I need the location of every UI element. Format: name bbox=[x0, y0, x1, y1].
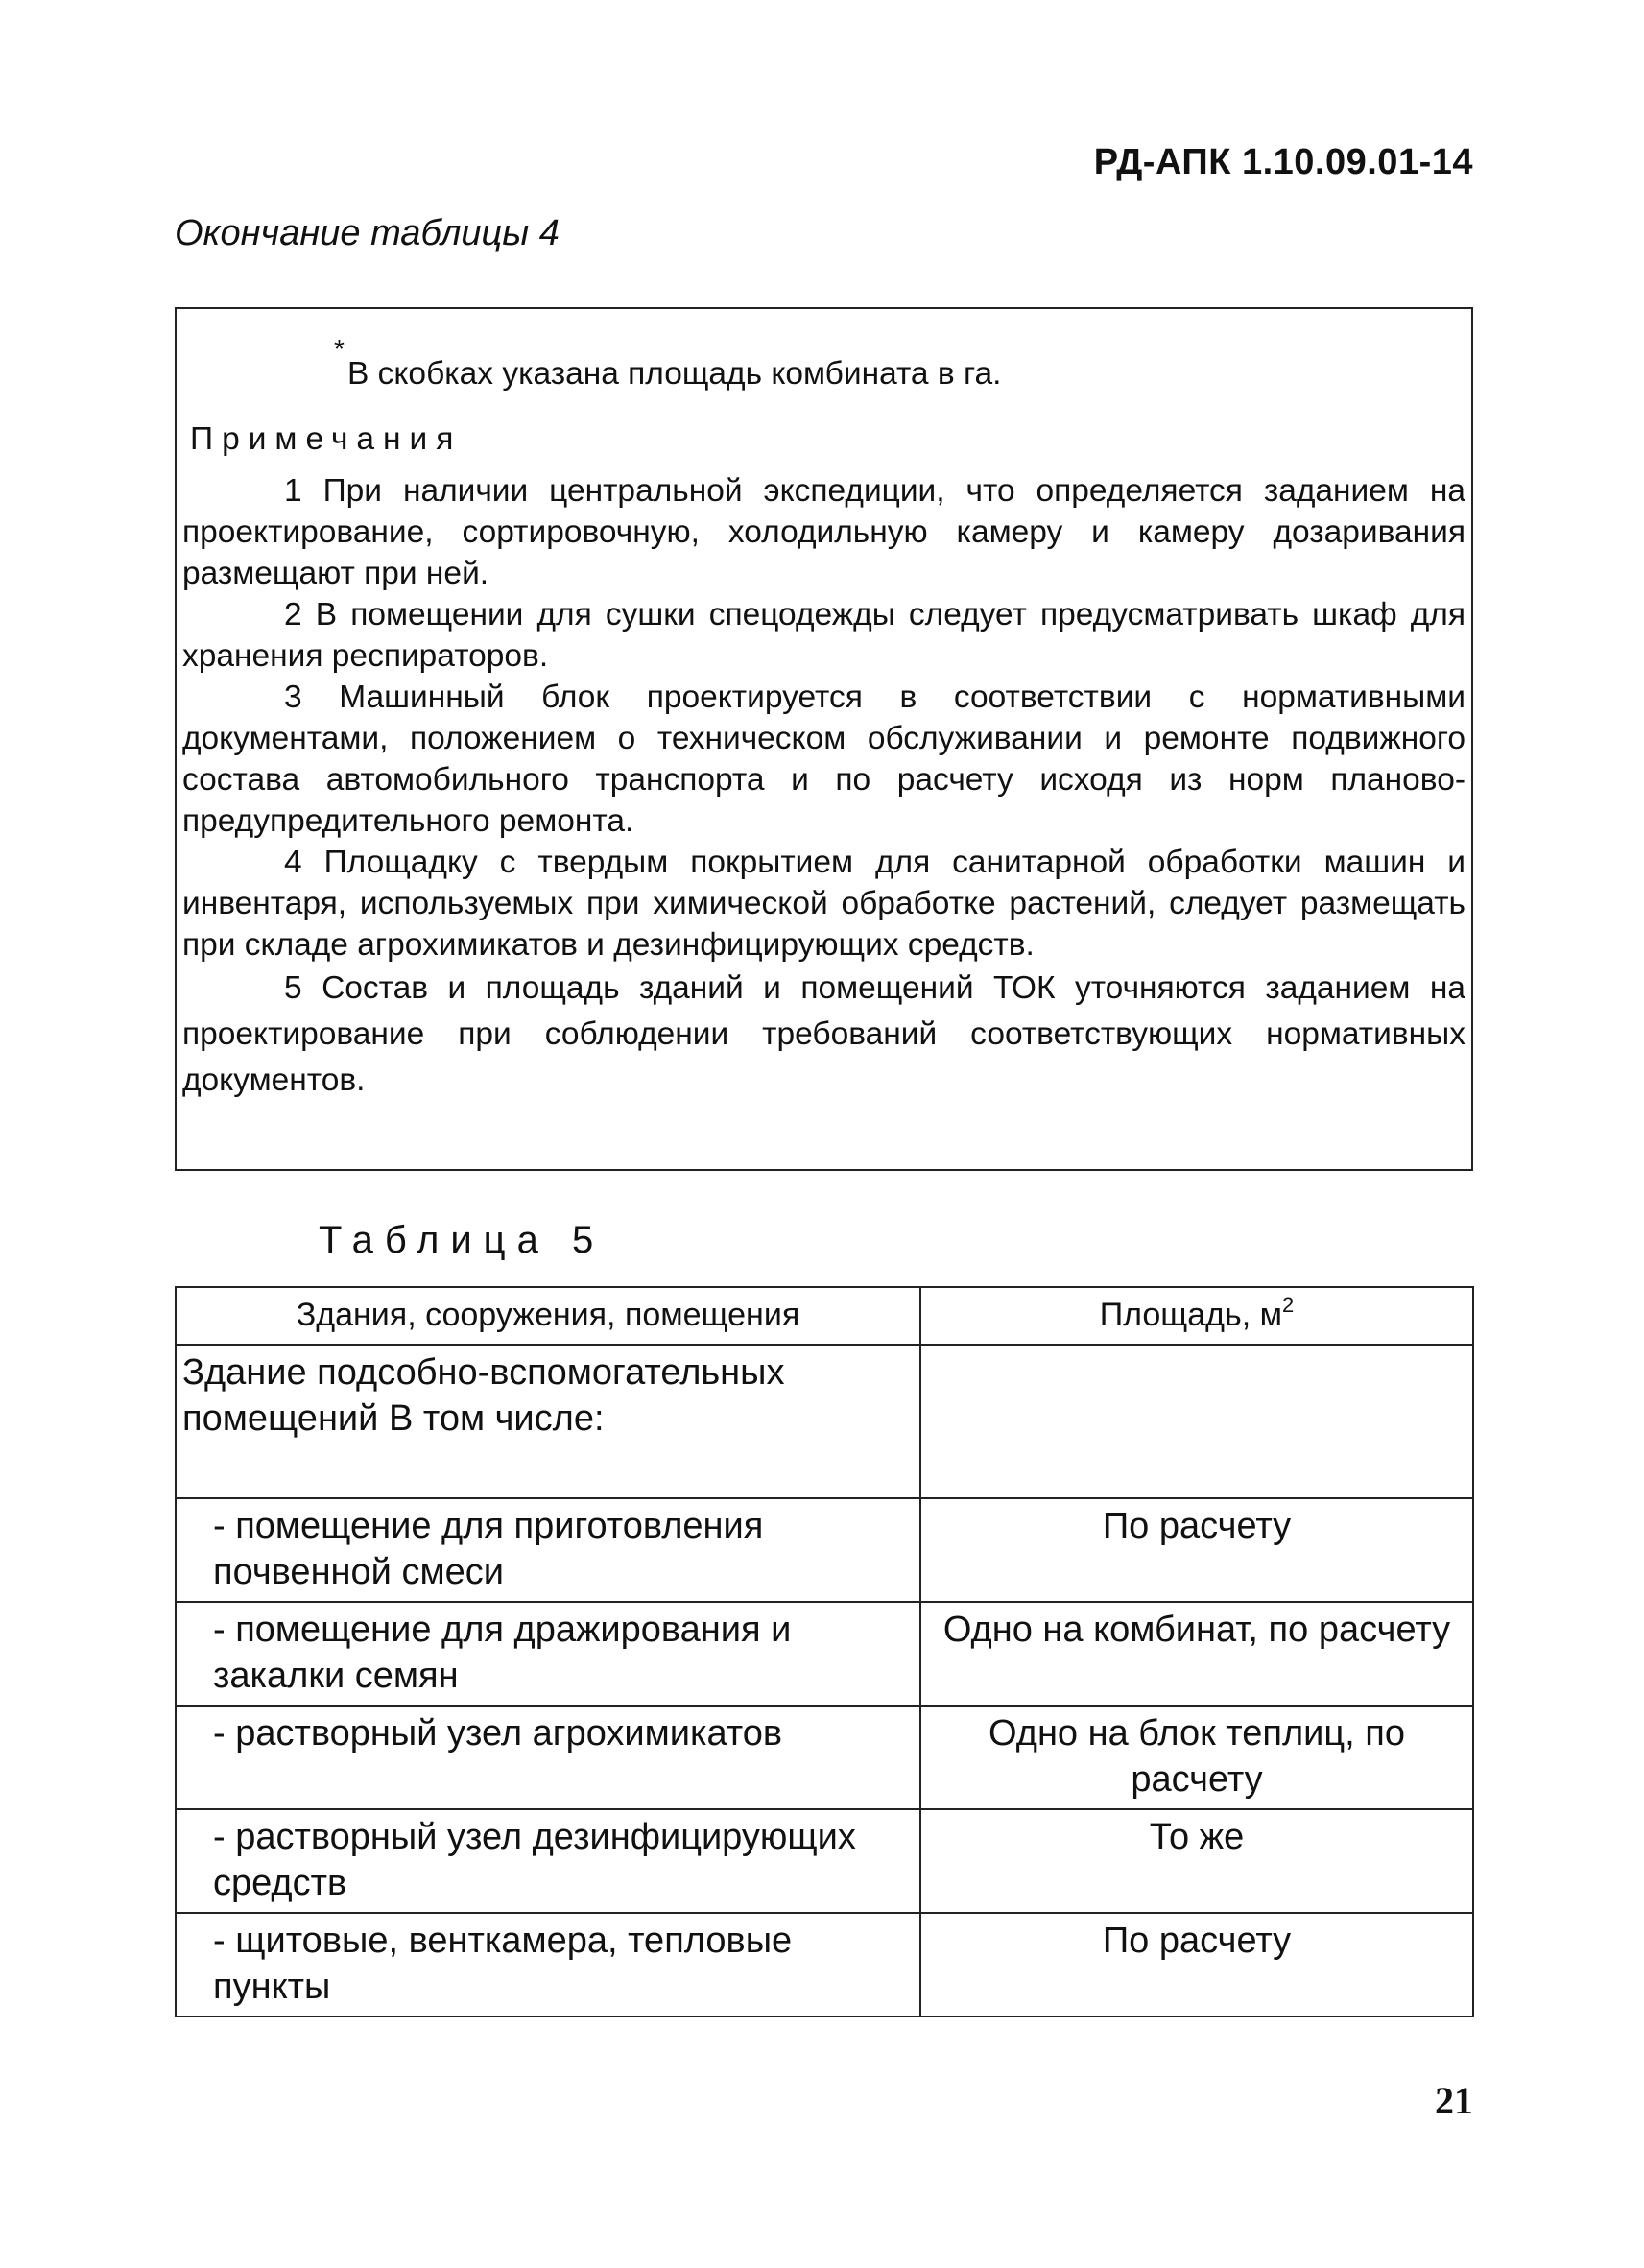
table-row bbox=[176, 1602, 1473, 1706]
table-row bbox=[176, 1706, 1473, 1809]
notes-box bbox=[175, 307, 1473, 1171]
table-5 bbox=[175, 1286, 1474, 2017]
building-name-cell: Здание подсобно-вспомогательных помещений В том числе: bbox=[176, 1345, 920, 1498]
table-caption: Таблица 5 bbox=[319, 1219, 606, 1261]
table-header-row bbox=[176, 1287, 1473, 1345]
table-row bbox=[176, 1345, 1473, 1498]
note-item: 2 В помещении для сушки спецодежды следует предусматривать шкаф для хранения респираторов. bbox=[182, 597, 1465, 674]
table-row bbox=[176, 1498, 1473, 1602]
note-item: 4 Площадку с твердым покрытием для санитарной обработки машин и инвентаря, используемых при химической обработке растений, следует размещать при складе агрохимикатов и дезинфицирующих средств. bbox=[182, 845, 1465, 963]
footnote bbox=[334, 334, 1002, 394]
notes-heading: Примечания bbox=[190, 421, 463, 457]
building-name-cell: - растворный узел дезинфицирующих средств bbox=[176, 1809, 920, 1913]
column-header-area-label: Площадь, м bbox=[1099, 1297, 1283, 1333]
note-item: 5 Состав и площадь зданий и помещений ТОК уточняются заданием на проектирование при соблюдении требований соответствующих нормативных документов. bbox=[182, 970, 1465, 1098]
table-row bbox=[176, 1809, 1473, 1913]
area-cell: Одно на комбинат, по расчету bbox=[920, 1602, 1473, 1706]
area-cell: По расчету bbox=[920, 1498, 1473, 1602]
page-number: 21 bbox=[1435, 2079, 1473, 2122]
building-name-cell: - растворный узел агрохимикатов bbox=[176, 1706, 920, 1809]
area-cell: То же bbox=[920, 1809, 1473, 1913]
footnote-text: В скобках указана площадь комбината в га. bbox=[347, 356, 1002, 392]
document-code: РД-АПК 1.10.09.01-14 bbox=[1093, 142, 1473, 182]
building-name-cell: - помещение для дражирования и закалки семян bbox=[176, 1602, 920, 1706]
building-name-cell: - помещение для приготовления почвенной смеси bbox=[176, 1498, 920, 1602]
notes-list bbox=[182, 470, 1465, 1104]
unit-superscript: 2 bbox=[1282, 1293, 1295, 1317]
note-item: 1 При наличии центральной экспедиции, что определяется заданием на проектирование, сортировочную, холодильную камеру и камеру дозаривания размещают при ней. bbox=[182, 473, 1465, 591]
building-name-cell: - щитовые, венткамера, тепловые пункты bbox=[176, 1913, 920, 2017]
area-cell: По расчету bbox=[920, 1913, 1473, 2017]
area-cell bbox=[920, 1345, 1473, 1498]
footnote-mark: * bbox=[334, 334, 345, 364]
table-row bbox=[176, 1913, 1473, 2017]
table-continuation-label: Окончание таблицы 4 bbox=[175, 213, 560, 253]
note-item: 3 Машинный блок проектируется в соответствии с нормативными документами, положением о техническом обслуживании и ремонте подвижного состава автомобильного транспорта и по расчету исходя из норм планово-предупредительного ремонта. bbox=[182, 680, 1465, 839]
column-header-buildings: Здания, сооружения, помещения bbox=[176, 1287, 920, 1345]
column-header-area bbox=[920, 1287, 1473, 1345]
area-cell: Одно на блок теплиц, по расчету bbox=[920, 1706, 1473, 1809]
